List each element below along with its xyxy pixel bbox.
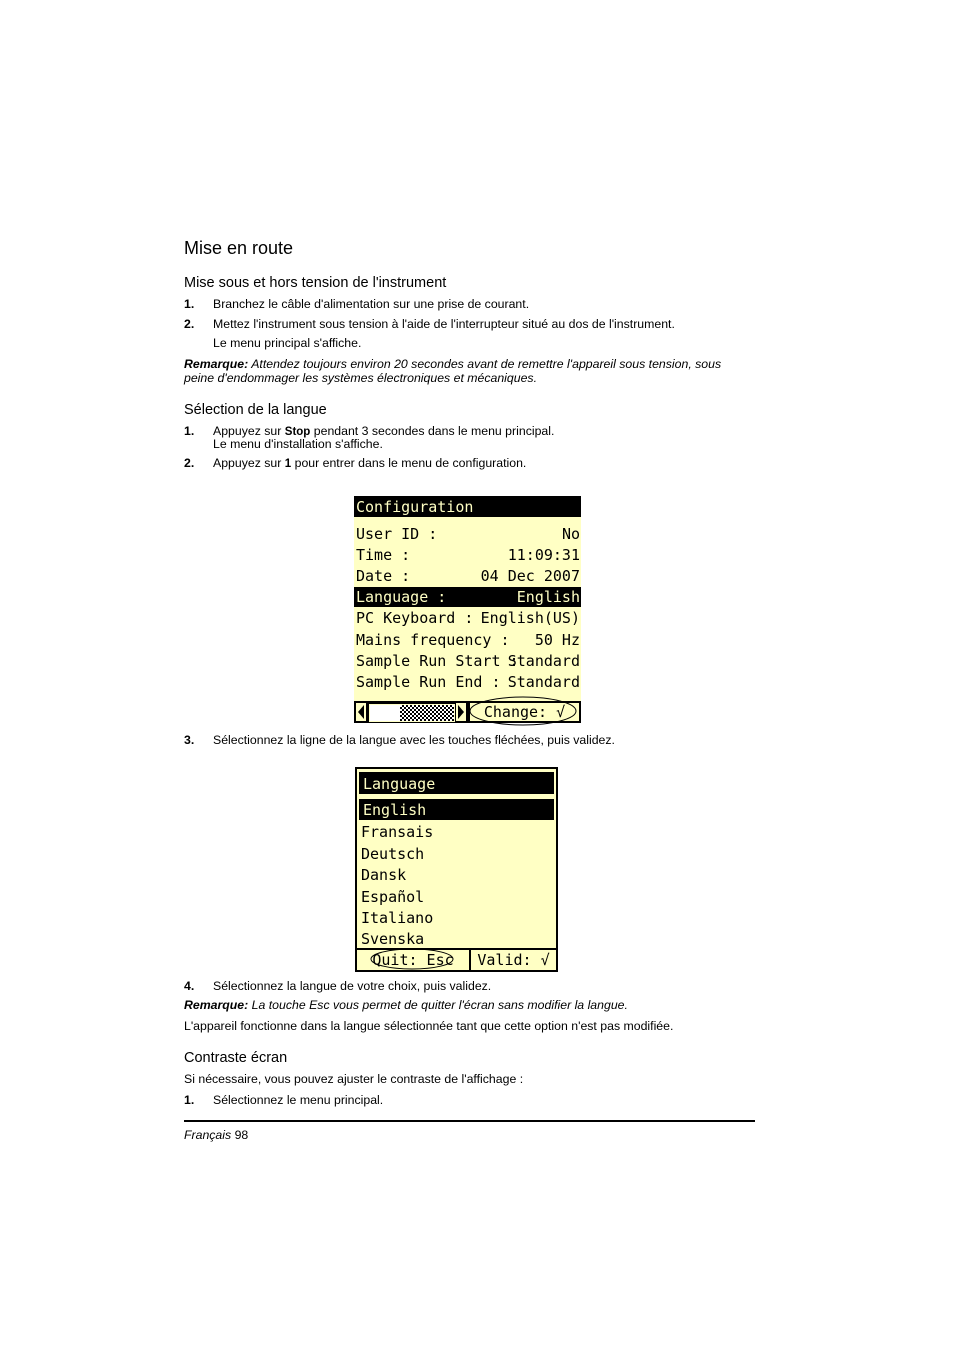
change-button-label: Change: √ — [483, 703, 566, 721]
step-number: 2. — [184, 456, 195, 470]
step-text: Appuyez sur 1 pour entrer dans le menu de configuration. — [213, 456, 527, 470]
step-text: Mettez l'instrument sous tension à l'aide de l'interrupteur situé au dos de l'instrument. — [213, 317, 675, 331]
key-1: 1 — [284, 458, 292, 470]
language-item-espanol[interactable]: Español — [361, 888, 425, 906]
note-text: La touche Esc vous permet de quitter l'écran sans modifier la langue. — [248, 998, 628, 1012]
paragraph: Si nécessaire, vous pouvez ajuster le contraste de l'affichage : — [184, 1072, 524, 1086]
step-text: Sélectionnez la ligne de la langue avec les touches fléchées, puis validez. — [213, 733, 615, 747]
section-title-language: Sélection de la langue — [184, 402, 327, 418]
config-screen — [354, 496, 581, 723]
scroll-track[interactable] — [369, 704, 455, 722]
quit-button-label: Quit: Esc — [372, 951, 454, 969]
language-item-francais[interactable]: Fransais — [361, 823, 434, 841]
language-item-svenska[interactable]: Svenska — [361, 930, 425, 948]
config-row-sample-run-end[interactable]: Sample Run End : Standard — [356, 673, 580, 691]
note-text: Attendez toujours environ 20 secondes avant de remettre l'appareil sous tension, sous — [248, 357, 722, 371]
config-row-date[interactable]: Date : 04 Dec 2007 — [356, 567, 580, 585]
step-number: 1. — [184, 1093, 195, 1107]
scroll-right-arrow-icon[interactable] — [456, 703, 466, 721]
step-number: 3. — [184, 733, 195, 747]
note-text-2: peine d'endommager les systèmes électroniques et mécaniques. — [184, 371, 538, 385]
config-row-time[interactable]: Time : 11:09:31 — [356, 546, 580, 564]
scroll-thumb[interactable] — [400, 705, 454, 721]
step-text: Sélectionnez le menu principal. — [213, 1093, 384, 1107]
config-title-bar: Configuration — [354, 496, 581, 517]
note-power — [184, 357, 721, 385]
step-number: 1. — [184, 424, 195, 438]
key-stop: Stop — [284, 426, 311, 438]
page-title: Mise en route — [184, 238, 294, 258]
highlight-ellipse-icon — [369, 947, 455, 971]
valid-button-label: Valid: √ — [477, 951, 550, 969]
config-row-language[interactable]: Language : English — [356, 588, 580, 606]
language-title-bar: Language — [359, 772, 554, 794]
section-title-power: Mise sous et hors tension de l'instrument — [184, 275, 447, 291]
language-item-deutsch[interactable]: Deutsch — [361, 845, 425, 863]
config-row-mains-frequency[interactable]: Mains frequency : 50 Hz — [356, 631, 580, 649]
footer — [184, 1128, 248, 1142]
language-screen — [355, 767, 558, 972]
language-item-english[interactable]: English — [359, 799, 554, 820]
step-number: 4. — [184, 979, 195, 993]
footer-rule — [184, 1120, 755, 1122]
section-title-contrast: Contraste écran — [184, 1050, 288, 1066]
note-language — [184, 998, 628, 1012]
step-result: Le menu d'installation s'affiche. — [213, 437, 383, 451]
note-label: Remarque: — [184, 357, 249, 371]
config-row-sample-run-start[interactable]: Sample Run Start : Standard — [356, 652, 580, 670]
valid-button[interactable] — [471, 951, 556, 970]
language-item-italiano[interactable]: Italiano — [361, 909, 434, 927]
step-text: Appuyez sur Stop pendant 3 secondes dans le menu principal. — [213, 424, 555, 438]
step-number: 1. — [184, 297, 195, 311]
highlight-ellipse-icon — [468, 695, 578, 727]
config-row-pc-keyboard[interactable]: PC Keyboard : English(US) — [356, 609, 580, 627]
step-result: Le menu principal s'affiche. — [213, 336, 362, 350]
step-text: Sélectionnez la langue de votre choix, puis validez. — [213, 979, 492, 993]
step-text: Branchez le câble d'alimentation sur une prise de courant. — [213, 297, 530, 311]
language-item-dansk[interactable]: Dansk — [361, 866, 407, 884]
paragraph: L'appareil fonctionne dans la langue sélectionnée tant que cette option n'est pas modifiée. — [184, 1019, 674, 1033]
note-label: Remarque: — [184, 998, 249, 1012]
scroll-left-arrow-icon[interactable] — [356, 703, 366, 721]
page-number: 98 — [234, 1128, 249, 1142]
footer-language: Français — [184, 1128, 232, 1142]
config-row-user-id[interactable]: User ID : No — [356, 525, 580, 543]
step-number: 2. — [184, 317, 195, 331]
